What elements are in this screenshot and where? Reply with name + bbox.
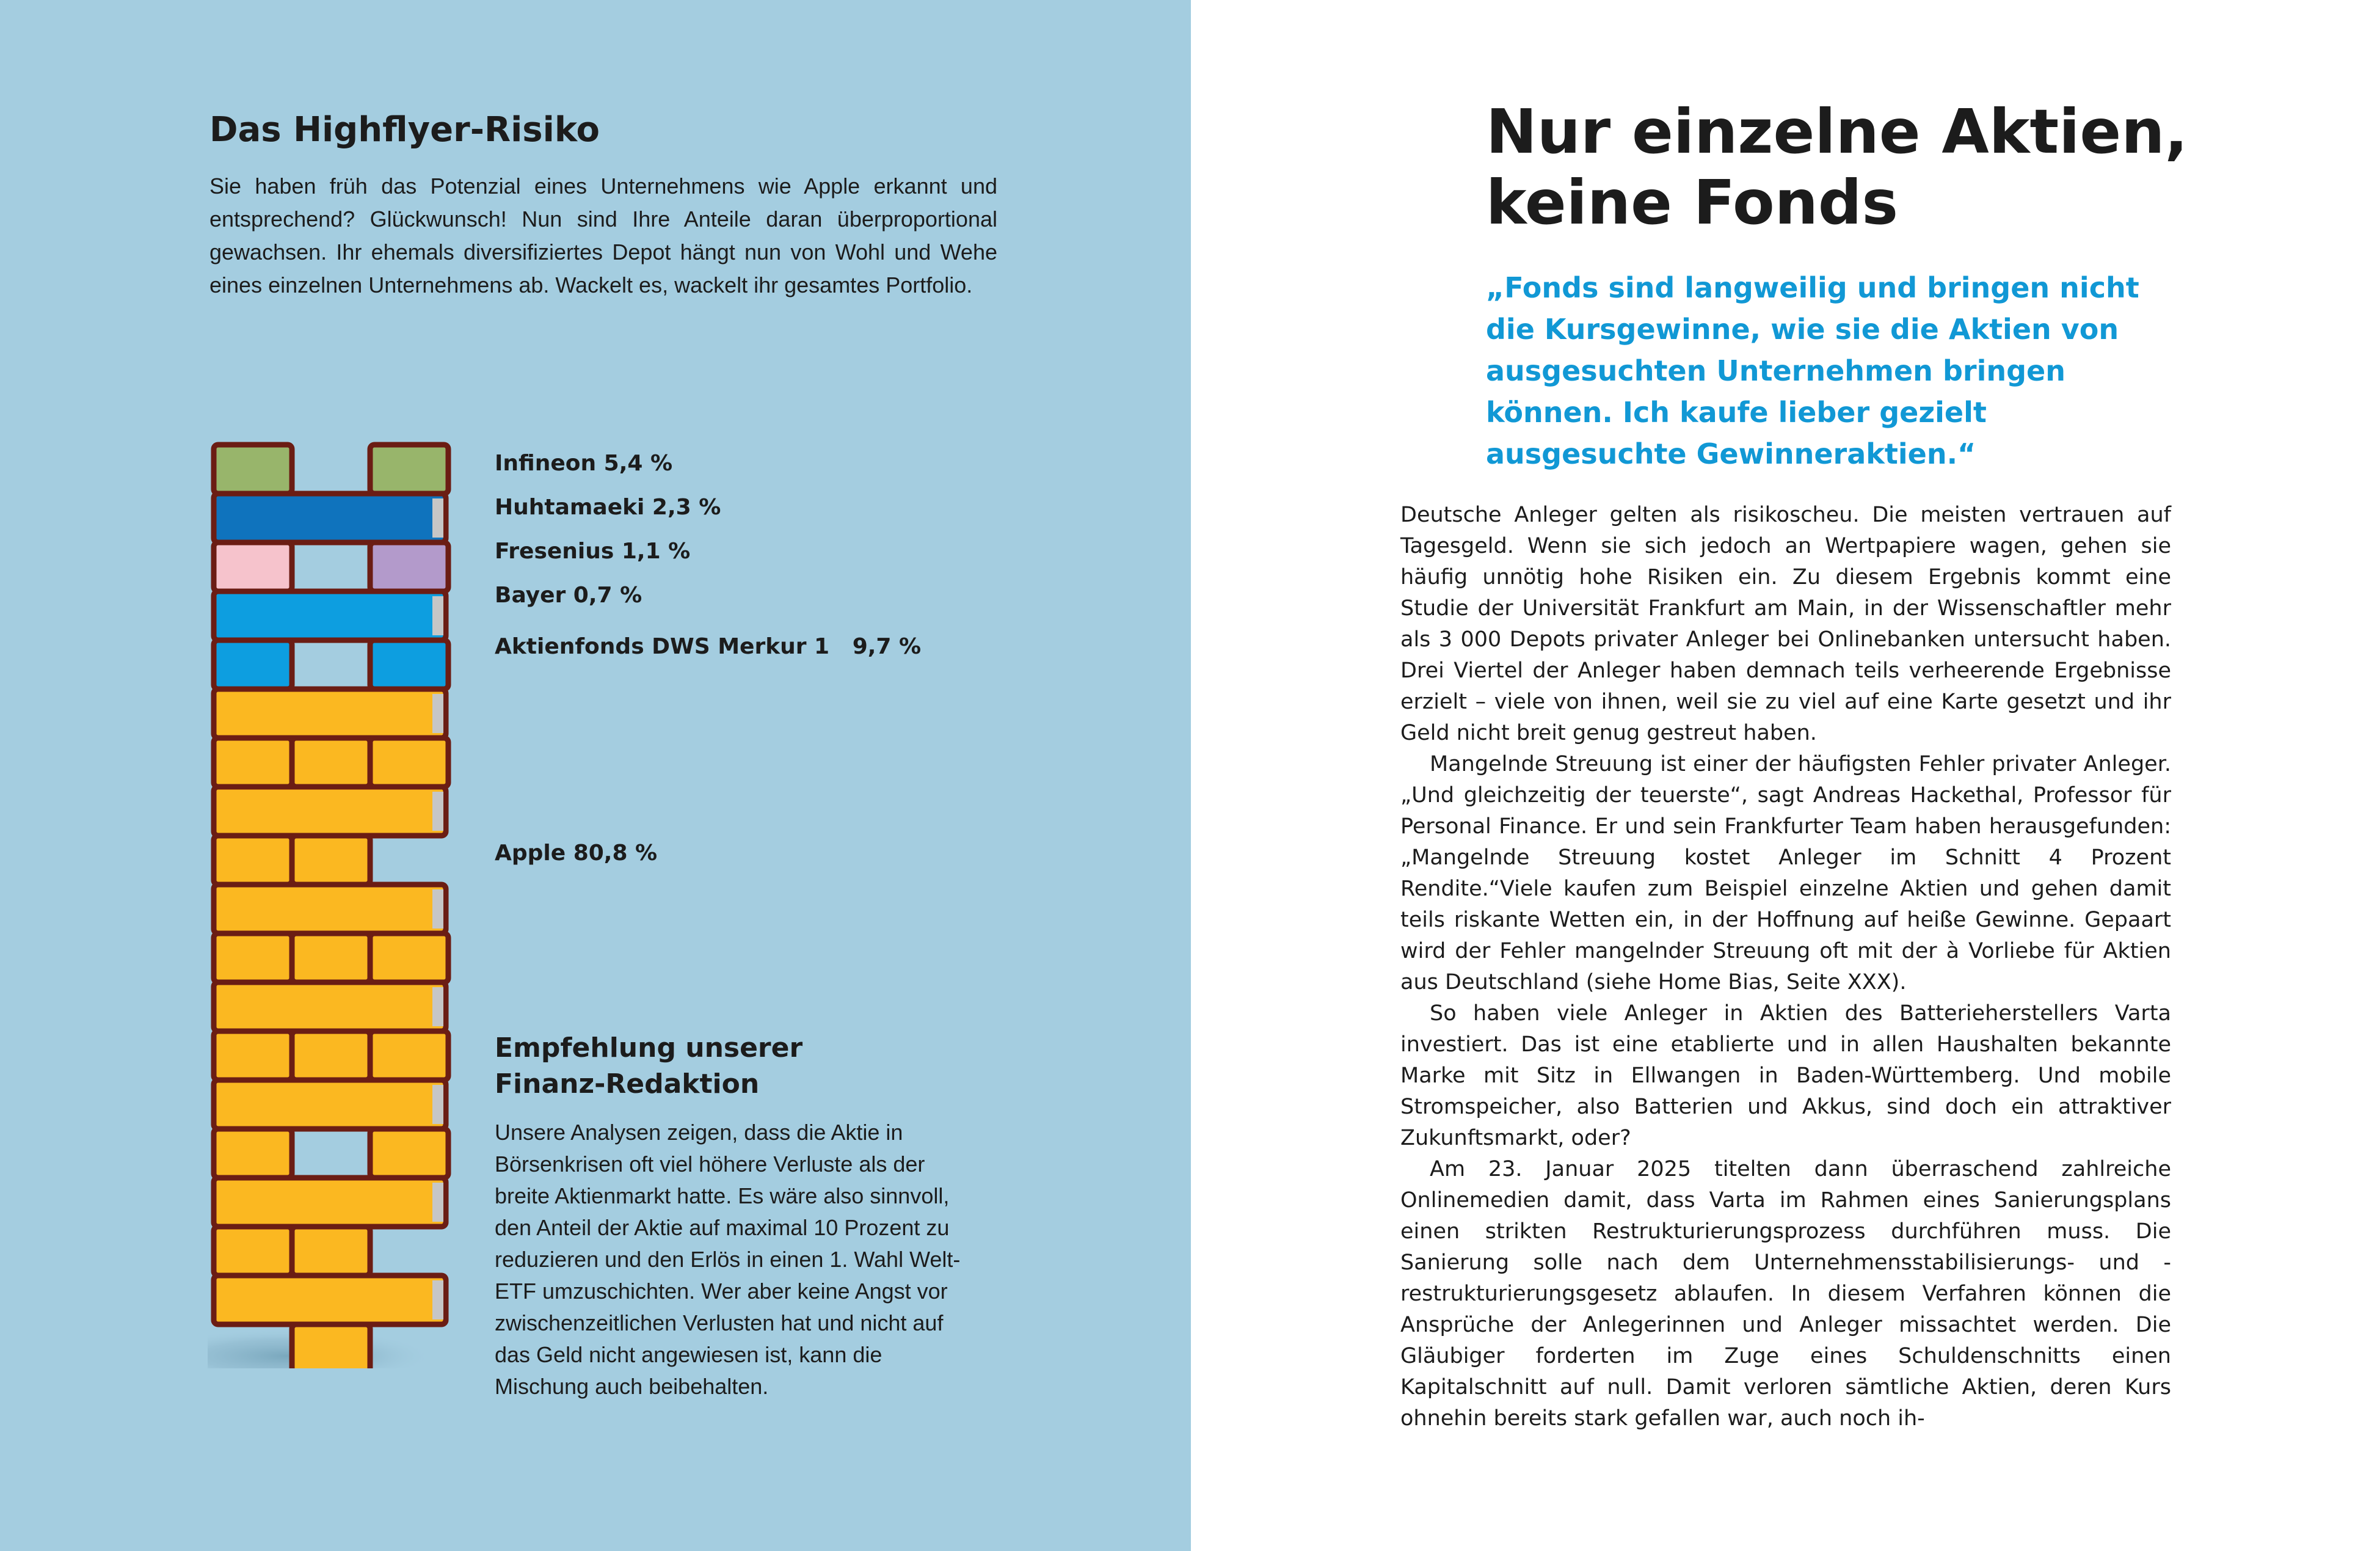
- block-huhtamaeki: [214, 494, 446, 542]
- block-apple: [292, 1227, 370, 1275]
- recommendation-title: Empfehlung unserer Finanz-Redaktion: [495, 1032, 803, 1100]
- block-dws-merkur: [214, 640, 292, 689]
- block-apple: [370, 738, 448, 787]
- block-end-face: [432, 987, 443, 1026]
- label-huhtamaeki: Huhtamaeki 2,3 %: [495, 495, 721, 520]
- block-end-face: [432, 1280, 443, 1319]
- pull-quote: „Fonds sind langweilig und bringen nicht die Kursgewinne, wie sie die Aktien von ausgesuchten Unternehmen bringen können. Ich kaufe lieber gezielt ausgesuchte Gewinneraktien.“: [1486, 271, 2139, 470]
- block-apple: [214, 1080, 446, 1129]
- left-intro: Sie haben früh das Potenzial eines Unternehmens wie Apple erkannt und entsprechend? Glückwunsch! Nun sind Ihre Anteile daran überproportional gewachsen. Ihr ehemals diversifiziertes Depot hängt nun von Wohl und Wehe eines einzelnen Unternehmens ab. Wackelt es, wackelt ihr gesamtes Portfolio.: [209, 173, 997, 297]
- block-end-face: [432, 596, 443, 635]
- block-apple: [214, 1275, 446, 1324]
- block-end-face: [432, 889, 443, 929]
- label-apple: Apple 80,8 %: [495, 841, 658, 866]
- block-apple: [214, 738, 292, 787]
- block-infineon: [214, 445, 292, 494]
- block-end-face: [432, 498, 443, 538]
- block-apple: [214, 1227, 292, 1275]
- block-apple: [214, 885, 446, 933]
- block-end-face: [432, 1085, 443, 1124]
- block-apple: [214, 787, 446, 836]
- article-title-line-1: Nur einzelne Aktien,: [1486, 96, 2188, 167]
- block-apple: [214, 1031, 292, 1080]
- block-apple: [214, 1129, 292, 1178]
- recommendation-text: Unsere Analysen zeigen, dass die Aktie in Börsenkrisen oft viel höhere Verluste als der breite Aktienmarkt hatte. Es wäre also sinnvoll, den Anteil der Aktie auf maximal 10 Prozent zu reduzieren und den Erlös in einen 1. Wahl Welt-ETF umzuschichten. Wer aber keine Angst vor zwischenzeitlichen Verlusten hat und nicht auf das Geld nicht angewiesen ist, kann die Mischung auch beibehalten.: [495, 1120, 961, 1399]
- label-bayer: Bayer 0,7 %: [495, 583, 642, 608]
- block-infineon: [370, 445, 448, 494]
- block-dws-merkur: [370, 640, 448, 689]
- label-dws-merkur: Aktienfonds DWS Merkur 1 9,7 %: [495, 634, 922, 659]
- block-apple: [214, 689, 446, 738]
- article-title-line-2: keine Fonds: [1486, 167, 1898, 238]
- left-title: Das Highflyer-Risiko: [209, 110, 600, 150]
- block-apple: [292, 1031, 370, 1080]
- block-fresenius-bayer: [370, 542, 448, 591]
- jenga-tower-chart: [208, 440, 452, 1368]
- article-paragraph-2: Mangelnde Streuung ist einer der häufigsten Fehler privater Anleger. „Und gleichzeitig der teuerste“, sagt Andreas Hackethal, Professor für Personal Finance. Er und sein Frankfurter Team haben herausgefunden: „Mangelnde Streuung kostet Anleger im Schnitt 4 Prozent Rendite.“Viele kaufen zum Beispiel einzelne Aktien und gehen damit teils riskante Wetten ein, in der Hoffnung auf heiße Gewinne. Gepaart wird der Fehler mangelnder Streuung oft mit der à Vorliebe für Aktien aus Deutschland (siehe Home Bias, Seite XXX).: [1400, 752, 2171, 994]
- block-end-face: [432, 792, 443, 831]
- block-apple: [370, 933, 448, 982]
- article-paragraph-4: Am 23. Januar 2025 titelten dann überraschend zahlreiche Onlinemedien damit, dass Varta im Rahmen eines Sanierungsplans einen strikten Restrukturierungsprozess durchführen muss. Die Sanierung solle nach dem Unternehmensstabilisierungs- und -restrukturierungsgesetz ablaufen. In diesem Verfahren können die Ansprüche der Anlegerinnen und Anleger missachtet werden. Die Gläubiger forderten im Zuge eines Schuldenschnitts einen Kapitalschnitt auf null. Damit verloren sämtliche Aktien, deren Kurs ohnehin bereits stark gefallen war, auch noch ih-: [1400, 1157, 2171, 1431]
- label-fresenius: Fresenius 1,1 %: [495, 539, 691, 564]
- block-apple: [214, 933, 292, 982]
- article-paragraph-3: So haben viele Anleger in Aktien des Batterieherstellers Varta investiert. Das ist eine etablierte und in allen Haushalten bekannte Marke mit Sitz in Ellwangen in Baden-Württemberg. Und mobile Stromspeicher, also Batterien und Akkus, sind doch ein attraktiver Zukunftsmarkt, oder?: [1400, 1001, 2171, 1150]
- block-apple: [370, 1031, 448, 1080]
- block-apple: [214, 836, 292, 885]
- block-apple: [292, 933, 370, 982]
- block-apple: [292, 1324, 370, 1368]
- block-apple: [214, 1178, 446, 1227]
- article-title: [1486, 97, 2188, 238]
- block-apple: [292, 738, 370, 787]
- block-apple: [214, 982, 446, 1031]
- block-apple: [370, 1129, 448, 1178]
- block-apple: [292, 836, 370, 885]
- block-fresenius-bayer: [214, 542, 292, 591]
- block-dws-merkur: [214, 591, 446, 640]
- article-body: [1400, 500, 2171, 1434]
- block-end-face: [432, 1183, 443, 1222]
- block-end-face: [432, 694, 443, 733]
- article-paragraph-1: Deutsche Anleger gelten als risikoscheu. Die meisten vertrauen auf Tagesgeld. Wenn sie sich jedoch an Wertpapiere wagen, gehen sie häufig unnötig hohe Risiken ein. Zu diesem Ergebnis kommt eine Studie der Universität Frankfurt am Main, in der Wissenschaftler mehr als 3 000 Depots privater Anleger bei Onlinebanken untersucht haben. Drei Viertel der Anleger haben demnach teils verheerende Ergebnisse erzielt – viele von ihnen, weil sie zu viel auf eine Karte gesetzt und ihr Geld nicht breit genug gestreut haben.: [1400, 503, 2171, 745]
- label-infineon: Infineon 5,4 %: [495, 451, 673, 476]
